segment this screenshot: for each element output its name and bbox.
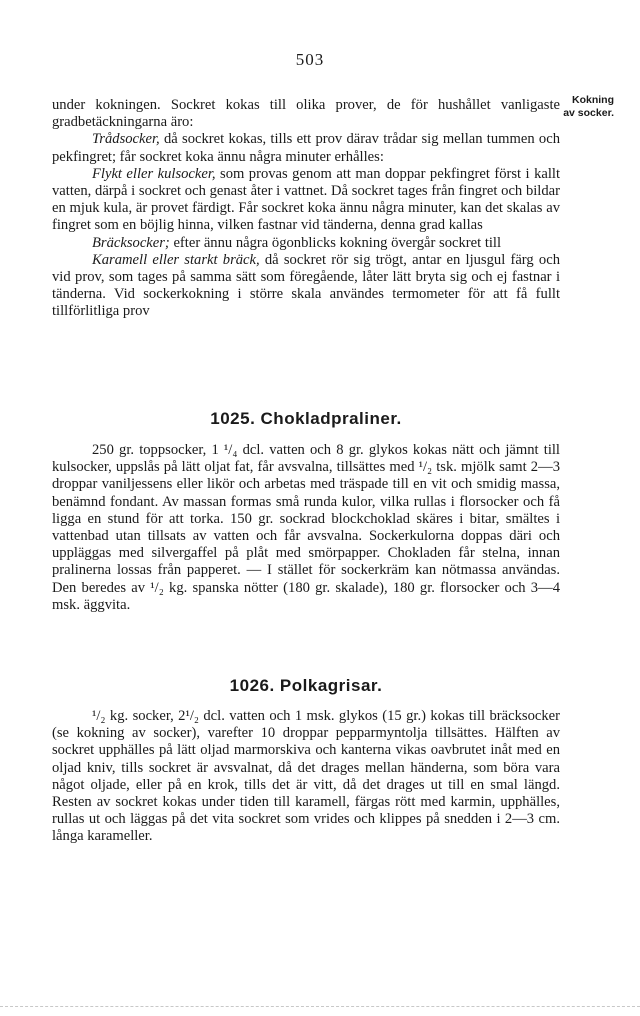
definition-karamell xyxy=(52,252,560,321)
intro-paragraph: under kokningen. Sockret kokas till olika prover, de för hushållet vanligaste gradbetäckningarna äro: xyxy=(52,97,560,131)
definition-text: då sockret kokas, tills ett prov därav trådar sig mellan tummen och pekfingret; får sockret koka ännu några minuter erhålles: xyxy=(52,131,560,165)
bottom-divider xyxy=(0,1006,640,1008)
recipe-1026-section xyxy=(52,708,560,846)
definition-text: då sockret rör sig trögt, antar en ljusgul färg och vid prov, som tages på samma sätt som föregående, låter lätt bryta sig och ej fastnar i tänderna. Vid sockerkokning i större skala användes termometer för att få fullt tillförlitliga prov xyxy=(52,251,560,320)
definition-text: som provas genom att man doppar pekfingret först i kallt vatten, därpå i sockret och genast åter i vattnet. Då sockret tages från fingret och bildar en mjuk kula, är provet färdigt. Får sockret koka ännu några minuter, kan det skalas av fingret som en böjlig hinna, vilken fastnar vid tänderna, denna grad kallas xyxy=(52,165,561,234)
margin-note-line-2: av socker. xyxy=(563,107,614,119)
term-tradsocker: Trådsocker, xyxy=(92,131,160,148)
definition-tradsocker xyxy=(52,131,560,165)
page-number: 503 xyxy=(295,50,325,69)
recipe-1025-section xyxy=(52,442,560,614)
margin-note-line-1: Kokning xyxy=(572,94,614,106)
intro-section xyxy=(52,97,560,321)
definition-text: efter ännu några ögonblicks kokning övergår sockret till xyxy=(169,234,502,251)
definition-bracksocker xyxy=(52,235,560,252)
recipe-1025-body: 250 gr. toppsocker, 1 ¹/₄ dcl. vatten och 8 gr. glykos kokas nätt och jämnt till kulsocker, uppslås på lätt oljat fat, får avsvalna, tillsättes med ¹/₂ tsk. mjölk samt 2—3 droppar vaniljessens eller likör och arbetas med träspade till en vit och smidig massa, benämnd fondant. Av massan formas små runda kulor, vilka rullas i florsocker och få ligga en stund för att torka. 150 gr. sockrad blockchoklad skäres i bitar, smältes i vattenbad utan tillsats av vatten och får avsvalna. Sockerkulorna doppas däri och uppläggas med silvergaffel på plåt med smörpapper. Chokladen får stelna, innan pralinerna lossas från papperet. — I stället för sockerkräm kan nötmassa användas. Den beredes av ¹/₂ kg. spanska nötter (180 gr. skalade), 180 gr. florsocker och 3—4 msk. äggvita. xyxy=(52,442,560,613)
definition-kulsocker xyxy=(52,166,560,235)
recipe-1026-body: ¹/₂ kg. socker, 2¹/₂ dcl. vatten och 1 msk. glykos (15 gr.) kokas till bräcksocker (se kokning av socker), varefter 10 droppar pepparmyntolja tillsättes. Hälften av sockret upphälles på lätt oljad marmorskiva och kanterna vikas oavbrutet inåt med en oljad kniv, tills sockret är avsvalnat, då det drages mellan händerna, som böra vara något oljade, eller på en krok, tills det är vitt, då det drages ut till en smal längd. Resten av sockret kokas under tiden till karamell, färgas rött med karmin, upphälles, rullas ut och läggas på det vita sockret som vrides och klippes på snedden i 2—3 cm. långa karameller. xyxy=(52,708,560,845)
recipe-1025-heading: 1025. Chokladpraliner. xyxy=(210,409,402,428)
term-bracksocker: Bräcksocker; xyxy=(92,234,170,251)
recipe-1026-heading: 1026. Polkagrisar. xyxy=(229,676,383,695)
term-kulsocker: Flykt eller kulsocker, xyxy=(92,165,216,182)
term-karamell: Karamell eller starkt bräck, xyxy=(92,251,260,268)
